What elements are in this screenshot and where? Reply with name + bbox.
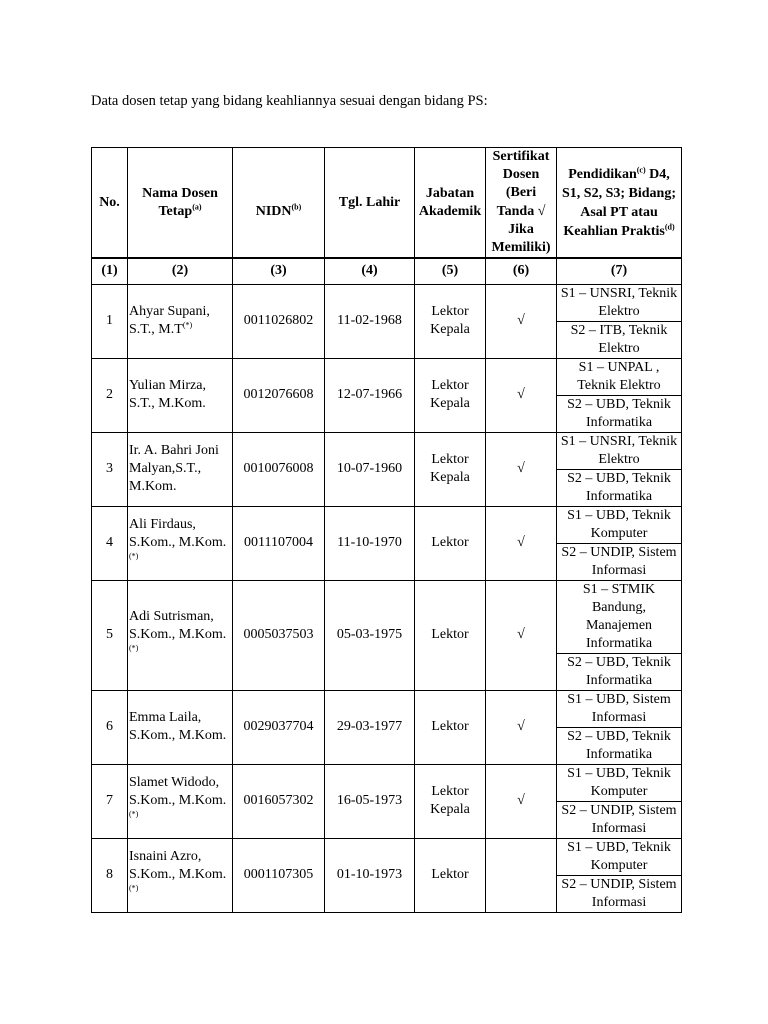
- cell-tgl-lahir: 05-03-1975: [325, 580, 415, 690]
- cell-pendidikan-s2: S2 – UBD, Teknik Informatika: [557, 653, 682, 690]
- column-number: (2): [128, 258, 233, 284]
- cell-nidn: 0001107305: [233, 838, 325, 912]
- cell-pendidikan-s1: S1 – UNSRI, Teknik Elektro: [557, 432, 682, 469]
- cell-no: 2: [92, 358, 128, 432]
- cell-tgl-lahir: 11-02-1968: [325, 284, 415, 358]
- cell-pendidikan-s2: S2 – ITB, Teknik Elektro: [557, 321, 682, 358]
- cell-no: 3: [92, 432, 128, 506]
- cell-sertifikat: √: [486, 580, 557, 690]
- header-pendidikan: Pendidikan$^{(c)}$ D4, S1, S2, S3; Bidang; Asal PT atau Keahlian Praktis$^{(d)}$: [557, 148, 682, 259]
- cell-jabatan: Lektor Kepala: [415, 358, 486, 432]
- cell-no: 1: [92, 284, 128, 358]
- cell-nama: Yulian Mirza, S.T., M.Kom.: [128, 358, 233, 432]
- cell-sertifikat: √: [486, 764, 557, 838]
- cell-no: 6: [92, 690, 128, 764]
- cell-pendidikan-s2: S2 – UNDIP, Sistem Informasi: [557, 801, 682, 838]
- cell-no: 8: [92, 838, 128, 912]
- table-row: [92, 432, 682, 469]
- cell-nidn: 0016057302: [233, 764, 325, 838]
- cell-nama: Slamet Widodo, S.Kom., M.Kom.(*): [128, 764, 233, 838]
- cell-tgl-lahir: 29-03-1977: [325, 690, 415, 764]
- cell-pendidikan-s1: S1 – UBD, Teknik Komputer: [557, 764, 682, 801]
- cell-jabatan: Lektor Kepala: [415, 432, 486, 506]
- lecturer-table: [91, 147, 682, 913]
- table-row: [92, 764, 682, 801]
- cell-pendidikan-s2: S2 – UBD, Teknik Informatika: [557, 395, 682, 432]
- header-tgl-lahir: Tgl. Lahir: [325, 148, 415, 259]
- cell-tgl-lahir: 01-10-1973: [325, 838, 415, 912]
- cell-nidn: 0005037503: [233, 580, 325, 690]
- cell-sertifikat: √: [486, 432, 557, 506]
- header-no: No.: [92, 148, 128, 259]
- cell-pendidikan-s1: S1 – UNSRI, Teknik Elektro: [557, 284, 682, 321]
- cell-jabatan: Lektor: [415, 690, 486, 764]
- cell-no: 7: [92, 764, 128, 838]
- cell-pendidikan-s2: S2 – UNDIP, Sistem Informasi: [557, 875, 682, 912]
- cell-tgl-lahir: 10-07-1960: [325, 432, 415, 506]
- header-sertifikat: Sertifikat Dosen (Beri Tanda √ Jika Memiliki): [486, 148, 557, 259]
- cell-pendidikan-s2: S2 – UBD, Teknik Informatika: [557, 469, 682, 506]
- cell-nama: Emma Laila, S.Kom., M.Kom.: [128, 690, 233, 764]
- column-number: (7): [557, 258, 682, 284]
- table-row: [92, 358, 682, 395]
- cell-nama: Ir. A. Bahri Joni Malyan,S.T., M.Kom.: [128, 432, 233, 506]
- cell-nama: Ali Firdaus, S.Kom., M.Kom.(*): [128, 506, 233, 580]
- cell-sertifikat: √: [486, 690, 557, 764]
- cell-nidn: 0011026802: [233, 284, 325, 358]
- cell-jabatan: Lektor: [415, 580, 486, 690]
- cell-sertifikat: √: [486, 358, 557, 432]
- cell-sertifikat: √: [486, 506, 557, 580]
- cell-nidn: 0012076608: [233, 358, 325, 432]
- cell-jabatan: Lektor Kepala: [415, 764, 486, 838]
- cell-jabatan: Lektor Kepala: [415, 284, 486, 358]
- cell-tgl-lahir: 12-07-1966: [325, 358, 415, 432]
- cell-sertifikat: [486, 838, 557, 912]
- cell-pendidikan-s1: S1 – UBD, Sistem Informasi: [557, 690, 682, 727]
- cell-no: 5: [92, 580, 128, 690]
- cell-pendidikan-s1: S1 – UNPAL , Teknik Elektro: [557, 358, 682, 395]
- intro-text: Data dosen tetap yang bidang keahliannya sesuai dengan bidang PS:: [91, 93, 488, 109]
- cell-nama: Ahyar Supani, S.T., M.T(*): [128, 284, 233, 358]
- cell-nidn: 0010076008: [233, 432, 325, 506]
- cell-pendidikan-s2: S2 – UNDIP, Sistem Informasi: [557, 543, 682, 580]
- column-number: (4): [325, 258, 415, 284]
- cell-sertifikat: √: [486, 284, 557, 358]
- header-nidn: NIDN$^{(b)}$: [233, 148, 325, 259]
- cell-no: 4: [92, 506, 128, 580]
- cell-pendidikan-s1: S1 – STMIK Bandung, Manajemen Informatika: [557, 580, 682, 653]
- cell-tgl-lahir: 11-10-1970: [325, 506, 415, 580]
- table-row: [92, 506, 682, 543]
- column-number: (3): [233, 258, 325, 284]
- column-number: (6): [486, 258, 557, 284]
- column-number-row: [92, 258, 682, 284]
- column-number: (1): [92, 258, 128, 284]
- cell-nama: Adi Sutrisman, S.Kom., M.Kom.(*): [128, 580, 233, 690]
- table-row: [92, 838, 682, 875]
- table-row: [92, 580, 682, 653]
- column-number: (5): [415, 258, 486, 284]
- header-row: [92, 148, 682, 259]
- cell-tgl-lahir: 16-05-1973: [325, 764, 415, 838]
- cell-pendidikan-s2: S2 – UBD, Teknik Informatika: [557, 727, 682, 764]
- table-row: [92, 690, 682, 727]
- cell-nidn: 0011107004: [233, 506, 325, 580]
- cell-jabatan: Lektor: [415, 838, 486, 912]
- cell-pendidikan-s1: S1 – UBD, Teknik Komputer: [557, 506, 682, 543]
- header-nama: Nama Dosen Tetap$^{(a)}$: [128, 148, 233, 259]
- cell-nidn: 0029037704: [233, 690, 325, 764]
- header-jabatan: Jabatan Akademik: [415, 148, 486, 259]
- cell-jabatan: Lektor: [415, 506, 486, 580]
- table-row: [92, 284, 682, 321]
- cell-nama: Isnaini Azro, S.Kom., M.Kom.(*): [128, 838, 233, 912]
- cell-pendidikan-s1: S1 – UBD, Teknik Komputer: [557, 838, 682, 875]
